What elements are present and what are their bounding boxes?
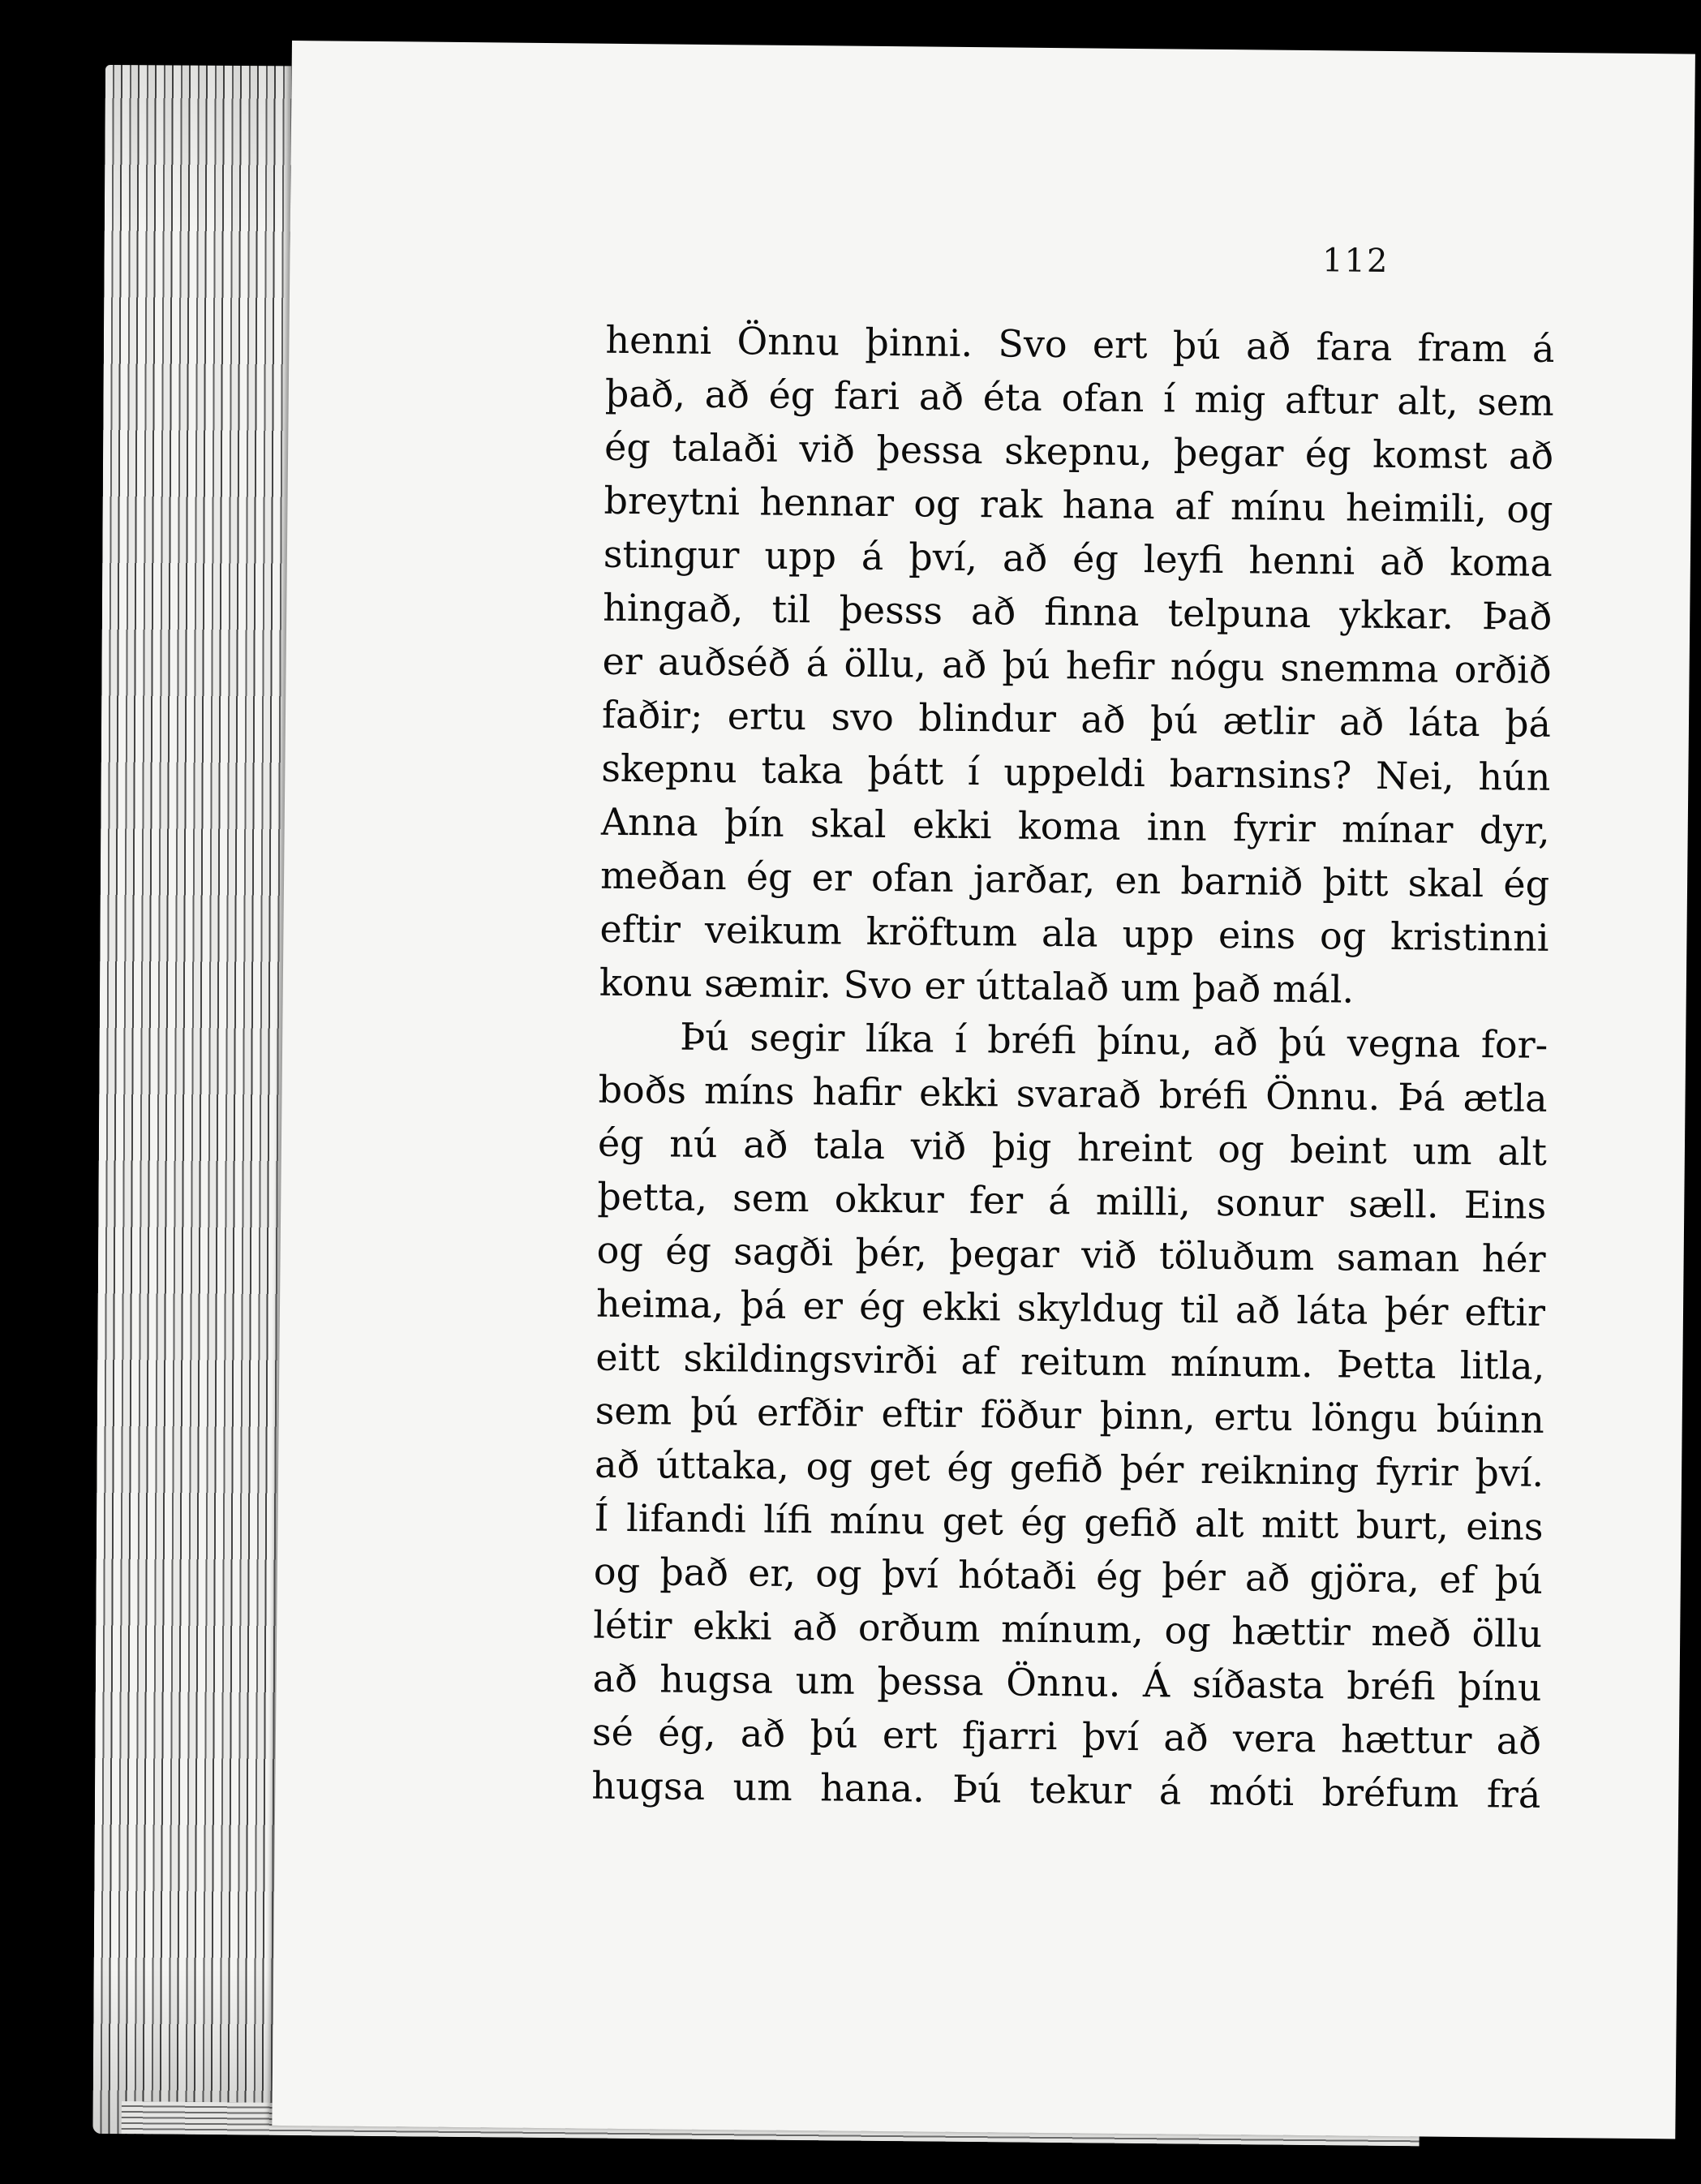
page-number: 112 (1321, 242, 1390, 280)
text-line: eitt skildingsvirði af reitum mínum. Þetta litla, (595, 1335, 1545, 1388)
text-line: að hugsa um þessa Önnu. Á síðasta bréfi þínu (592, 1656, 1542, 1709)
text-line: er auðséð á öllu, að þú hefir nógu snemma orðið (602, 638, 1552, 692)
text-line: sem þú erfðir eftir föður þinn, ertu löngu búinn (595, 1388, 1545, 1442)
text-line: ég talaði við þessa skepnu, þegar ég komst að (604, 424, 1554, 478)
text-line: að úttaka, og get ég gefið þér reikning fyrir því. (594, 1442, 1544, 1495)
paragraph-1 (599, 313, 1555, 1018)
text-line: þetta, sem okkur fer á milli, sonur sæll. Eins (597, 1174, 1547, 1227)
text-line: hugsa um hana. Þú tekur á móti bréfum frá (591, 1763, 1541, 1816)
text-line: konu sæmir. Svo er úttalað um það mál. (599, 960, 1355, 1012)
text-line: Anna þín skal ekki koma inn fyrir mínar dyr, (600, 799, 1550, 853)
text-line: skepnu taka þátt í uppeldi barnsins? Nei, hún (601, 746, 1551, 799)
text-line: hingað, til þesss að finna telpuna ykkar. Það (603, 585, 1553, 638)
text-line: ég nú að tala við þig hreint og beint um alt (597, 1120, 1548, 1174)
text-line: það, að ég fari að éta ofan í mig aftur alt, sem (604, 371, 1555, 424)
text-line: boðs míns hafir ekki svarað bréfi Önnu. Þá ætla (598, 1067, 1548, 1120)
text-line: eftir veikum kröftum ala upp eins og kristinni (599, 906, 1549, 960)
text-line: faðir; ertu svo blindur að þú ætlir að láta þá (601, 692, 1552, 746)
text-line: heima, þá er ég ekki skyldug til að láta þér eftir (595, 1281, 1546, 1335)
text-line: sé ég, að þú ert fjarri því að vera hættur að (591, 1709, 1542, 1763)
text-line: meðan ég er ofan jarðar, en barnið þitt skal ég (599, 853, 1550, 906)
text-line: Þú segir líka í bréfi þínu, að þú vegna for- (679, 1014, 1549, 1067)
text-line: breytni hennar og rak hana af mínu heimili, og (604, 478, 1553, 531)
text-line: og ég sagði þér, þegar við töluðum saman hér (596, 1227, 1546, 1281)
text-line: henni Önnu þinni. Svo ert þú að fara fram á (605, 317, 1555, 371)
book-page (272, 41, 1695, 2139)
text-line: og það er, og því hótaði ég þér að gjöra, ef þú (593, 1549, 1544, 1602)
text-line: stingur upp á því, að ég leyfi henni að koma (603, 531, 1553, 585)
text-line: Í lifandi lífi mínu get ég gefið alt mitt burt, eins (594, 1495, 1544, 1549)
text-line: létir ekki að orðum mínum, og hættir með öllu (593, 1602, 1543, 1656)
paragraph-2 (591, 1009, 1548, 1821)
body-text (591, 313, 1555, 1821)
